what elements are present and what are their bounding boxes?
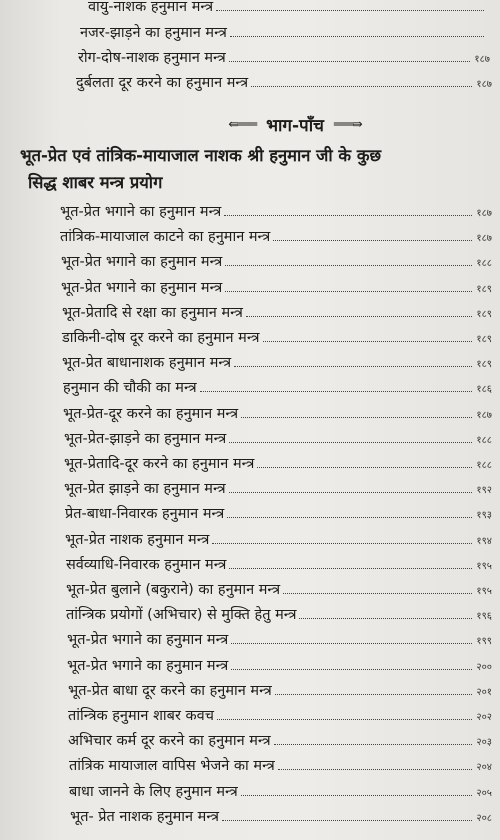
dot-leader	[200, 391, 473, 392]
toc-entry-title: भूत-प्रेत झाड़ने का हनुमान मन्त्र	[64, 481, 226, 497]
toc-entry-title: भूत-प्रेत भगाने का हनुमान मन्त्र	[67, 658, 229, 674]
toc-entry-page: २०१	[476, 687, 492, 698]
toc-entry-page: १९५	[476, 586, 492, 597]
toc-entry-page: १८८	[476, 258, 492, 269]
toc-entry-title: भूत-प्रेत भगाने का हनुमान मन्त्र	[61, 254, 223, 270]
toc-entry-page: १८९	[476, 284, 492, 295]
toc-entry-page: १९६	[476, 611, 492, 622]
dot-leader	[241, 417, 472, 418]
toc-entry-title: दुर्बलता दूर करने का हनुमान मन्त्र	[76, 75, 249, 91]
dot-leader	[217, 719, 472, 720]
toc-entry	[88, 0, 488, 16]
toc-entry-title: भूत-प्रेत भगाने का हनुमान मन्त्र	[61, 280, 223, 296]
toc-entry-title: भूत- प्रेत नाशक हनुमान मन्त्र	[70, 809, 220, 825]
dot-leader	[246, 316, 473, 317]
toc-entry-title: तांत्रिक-मायाजाल काटने का हनुमान मन्त्र	[60, 229, 271, 245]
toc-entry	[63, 401, 492, 423]
dot-leader	[283, 593, 472, 594]
dot-leader	[299, 618, 472, 619]
toc-entry	[76, 70, 492, 92]
dot-leader	[224, 215, 472, 216]
toc-entry	[66, 577, 492, 599]
toc-entry	[63, 375, 492, 397]
toc-entry-title: नजर-झाड़ने का हनुमान मन्त्र	[80, 25, 227, 41]
toc-entry	[65, 501, 492, 523]
toc-entry	[68, 703, 492, 725]
toc-entry	[69, 779, 492, 801]
toc-entry-title: भूत-प्रेतादि-दूर करने का हनुमान मन्त्र	[64, 456, 255, 472]
toc-entry-title: तांन्त्रिक हनुमान शाबर कवच	[68, 708, 214, 724]
toc-entry-page: २००	[476, 662, 492, 673]
dot-leader	[230, 36, 484, 37]
toc-entry-title: अभिचार कर्म दूर करने का हनुमान मन्त्र	[68, 733, 271, 749]
toc-entry	[68, 728, 492, 750]
section-label: भाग-पाँच	[266, 115, 324, 136]
dot-leader	[229, 492, 473, 493]
toc-entry-page: १९३	[476, 510, 492, 521]
toc-entry-title: सर्वव्याधि-निवारक हनुमान मन्त्र	[66, 557, 227, 573]
toc-entry-page: १८६	[476, 384, 492, 395]
toc-entry	[65, 527, 492, 549]
toc-entry-title: भूत-प्रेत नाशक हनुमान मन्त्र	[65, 532, 210, 548]
toc-entry	[62, 325, 492, 347]
dot-leader	[212, 543, 472, 544]
toc-entry-page: १८९	[476, 334, 492, 345]
toc-entry-page: २०३	[476, 737, 492, 748]
toc-entry-page: १८७	[476, 208, 492, 219]
dot-leader	[273, 240, 472, 241]
toc-entry	[68, 678, 492, 700]
toc-entry-title: भूत-प्रेत बुलाने (बकुराने) का हनुमान मन्त्र	[66, 582, 281, 598]
dot-leader	[216, 10, 484, 11]
toc-entry	[60, 199, 492, 221]
toc-entry	[64, 451, 492, 473]
toc-entry-page: १८७	[476, 410, 492, 421]
chapter-heading-line-1: भूत-प्रेत एवं तांत्रिक-मायाजाल नाशक श्री हनुमान जी के कुछ	[20, 146, 382, 165]
ornament-right-icon: ═══⇛	[333, 117, 362, 131]
dot-leader	[231, 669, 472, 670]
dot-leader	[225, 291, 472, 292]
toc-entry-title: हनुमान की चौकी का मन्त्र	[63, 380, 197, 396]
toc-entry	[61, 275, 492, 297]
toc-entry-page: १८७	[476, 79, 492, 90]
section-header	[200, 112, 390, 136]
toc-entry	[64, 426, 492, 448]
dot-leader	[231, 643, 472, 644]
toc-entry-title: भूत-प्रेत भगाने का हनुमान मन्त्र	[67, 632, 229, 648]
toc-entry	[66, 602, 492, 624]
toc-entry	[60, 224, 492, 246]
toc-entry-page: २०४	[476, 762, 492, 773]
toc-entry-title: भूत-प्रेत बाधा दूर करने का हनुमान मन्त्र	[68, 683, 272, 699]
toc-entry	[70, 804, 492, 826]
chapter-heading-line-2: सिद्ध शाबर मन्त्र प्रयोग	[28, 173, 163, 192]
dot-leader	[229, 61, 471, 62]
dot-leader	[251, 86, 472, 87]
dot-leader	[263, 341, 473, 342]
dot-leader	[275, 694, 473, 695]
toc-entry-page: १८९	[476, 359, 492, 370]
toc-entry-page: २०८	[476, 813, 492, 824]
toc-entry-title: डाकिनी-दोष दूर करने का हनुमान मन्त्र	[62, 330, 260, 346]
toc-entry-title: भूत-प्रेत भगाने का हनुमान मन्त्र	[60, 204, 222, 220]
toc-entry-page: १८७	[474, 54, 490, 65]
dot-leader	[274, 744, 473, 745]
toc-entry-title: प्रेत-बाधा-निवारक हनुमान मन्त्र	[65, 506, 225, 522]
toc-entry	[80, 20, 488, 42]
dot-leader	[229, 568, 472, 569]
toc-entry-page: १८७	[476, 233, 492, 244]
toc-entry-title: तांन्त्रिक प्रयोगों (अभिचार) से मुक्ति हेतु मन्त्र	[66, 607, 297, 623]
toc-entry	[62, 350, 492, 372]
toc-entry	[78, 45, 490, 67]
toc-entry	[67, 627, 492, 649]
toc-entry	[69, 753, 492, 775]
dot-leader	[234, 366, 472, 367]
toc-entry-title: भूत-प्रेत-दूर करने का हनुमान मन्त्र	[63, 406, 239, 422]
toc-entry-page: १९५	[476, 561, 492, 572]
dot-leader	[241, 795, 473, 796]
toc-entry	[66, 552, 492, 574]
toc-entry-page: १८८	[476, 435, 492, 446]
toc-entry-title: भूत-प्रेतादि से रक्षा का हनुमान मन्त्र	[62, 305, 243, 321]
toc-entry-title: भूत-प्रेत बाधानाशक हनुमान मन्त्र	[62, 355, 232, 371]
toc-entry-title: भूत-प्रेत-झाड़ने का हनुमान मन्त्र	[64, 431, 227, 447]
toc-entry	[62, 300, 492, 322]
toc-entry-title: वायु-नाशक हनुमान मन्त्र	[88, 0, 214, 15]
toc-entry-title: तांत्रिक मायाजाल वापिस भेजने का मन्त्र	[69, 758, 275, 774]
toc-entry	[67, 653, 492, 675]
toc-entry-title: रोग-दोष-नाशक हनुमान मन्त्र	[78, 50, 226, 66]
dot-leader	[229, 442, 472, 443]
ornament-left-icon: ⇚═══	[228, 117, 257, 131]
toc-entry-page: १९२	[476, 485, 492, 496]
dot-leader	[222, 820, 472, 821]
toc-entry-page: १९९	[476, 636, 492, 647]
toc-entry-page: २०५	[476, 788, 492, 799]
toc-entry-title: बाधा जानने के लिए हनुमान मन्त्र	[69, 784, 238, 800]
toc-entry-page: १९४	[476, 536, 492, 547]
dot-leader	[257, 467, 472, 468]
toc-entry	[64, 476, 492, 498]
toc-entry-page: १८८	[476, 460, 492, 471]
dot-leader	[227, 517, 472, 518]
toc-entry	[61, 249, 492, 271]
toc-entry-page: २०२	[476, 712, 492, 723]
toc-entry-page: १८९	[476, 309, 492, 320]
dot-leader	[278, 769, 473, 770]
dot-leader	[225, 265, 472, 266]
